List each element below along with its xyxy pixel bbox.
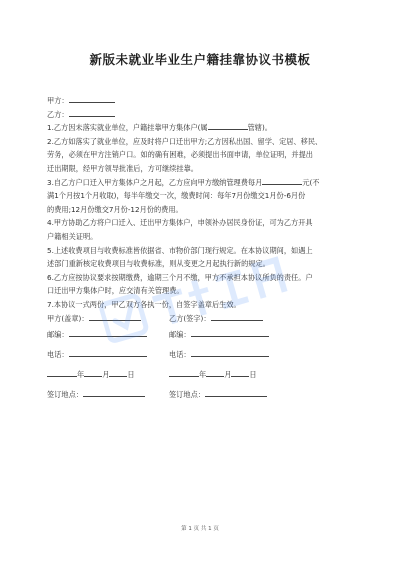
party-b-phone-label: 电话：	[169, 349, 191, 359]
party-a-seal-label: 甲方(盖章)：	[47, 313, 89, 323]
document-title: 新版未就业毕业生户籍挂靠协议书模板	[89, 52, 311, 67]
clause-6-line-2: 口迁出甲方集体户时，应交清有关管理费。	[47, 286, 184, 296]
phone-row	[47, 348, 355, 368]
clause-3-line-1: 3.自乙方户口迁入甲方集体户之月起，乙方应向甲方缴纳管理费每月 元(不	[47, 177, 320, 187]
party-a-line	[47, 94, 355, 108]
clause-5-line-2: 述部门重新核定收费项目与收费标准，则从变更之月起执行新的规定。	[47, 259, 270, 269]
clause-3-line-3: 的费用;12月份缴交7月份-12月份的费用。	[47, 204, 183, 214]
clause-4-line-1: 4.甲方协助乙方将户口迁入、迁出甲方集体户，申领补办居民身份证，可为乙方开具	[47, 218, 313, 228]
party-a-phone-label: 电话：	[47, 349, 69, 359]
signature-row	[47, 312, 355, 326]
clause-5-line-1: 5.上述收费项目与收费标准皆依据省、市物价部门现行规定。在本协议期间，如遇上	[47, 245, 313, 255]
party-a-seal-blank	[89, 312, 141, 321]
jurisdiction-blank	[208, 121, 248, 130]
party-a-label: 甲方：	[47, 96, 69, 105]
place-row	[47, 388, 355, 408]
mailbox-row	[47, 326, 355, 348]
date-row: 年 月 日 年 月 日	[47, 368, 355, 388]
clause-3-line-2: 满1个月按1个月收取)，每半年缴交一次，缴费时间：每年7月份缴交1月份-6月份	[47, 191, 306, 201]
party-b-sign-blank	[211, 312, 263, 321]
clause-4-line-2: 户籍相关证明。	[47, 231, 98, 241]
party-a-mailbox-label: 邮编：	[47, 329, 69, 339]
party-b-place-label: 签订地点：	[169, 389, 205, 399]
party-b-mailbox-label: 邮编：	[169, 329, 191, 339]
document-body	[47, 94, 355, 408]
fee-blank	[262, 176, 302, 185]
party-b-blank	[69, 108, 115, 117]
party-a-place-label: 签订地点：	[47, 389, 83, 399]
party-b-sign-label: 乙方(签字)：	[169, 313, 211, 323]
clause-1: 1.乙方因未落实就业单位，户籍挂靠甲方集体户(属 管辖)。	[47, 123, 272, 133]
party-a-blank	[69, 94, 115, 103]
clause-2-line-3: 迁出期限，经甲方领导批准后，方可继续挂靠。	[47, 163, 198, 173]
clause-7: 7.本协议一式两份，甲乙双方各执一份，自签字盖章后生效。	[47, 299, 241, 309]
clause-2-line-2: 劳务，必须在甲方注销户口。如的确有困难，必须提出书面申请，单位证明，并提出	[47, 150, 313, 160]
page-footer: 第 1 页 共 1 页	[181, 526, 219, 532]
clause-2-line-1: 2.乙方如落实了就业单位，应及时将户口迁出甲方;乙方因私出国、留学、定居、移民、	[47, 136, 323, 146]
party-b-line	[47, 108, 355, 122]
clause-6-line-1: 6.乙方应按协议要求按期缴费，逾期三个月不缴，甲方不承担本协议所负的责任。户	[47, 272, 313, 282]
party-b-label: 乙方：	[47, 109, 69, 119]
